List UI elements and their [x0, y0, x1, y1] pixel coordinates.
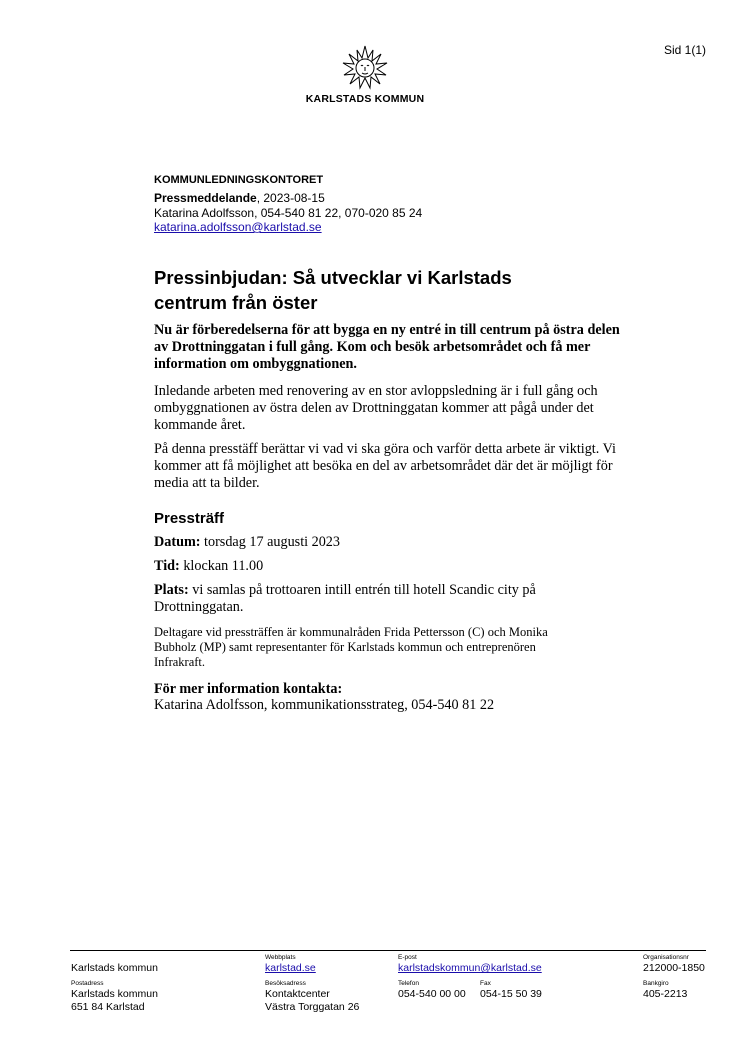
footer-visit-line1: Kontaktcenter	[265, 988, 330, 1000]
place-row	[154, 582, 624, 616]
footer-postal-label: Postadress	[71, 980, 104, 987]
footer-divider	[70, 950, 706, 951]
footer-web-link[interactable]: karlstad.se	[265, 962, 316, 974]
place-value: vi samlas på trottoaren intill entrén till hotell Scandic city på Drottninggatan.	[154, 582, 536, 615]
date-value: torsdag 17 augusti 2023	[200, 534, 340, 550]
time-value: klockan 11.00	[179, 558, 264, 574]
date-row	[154, 534, 624, 551]
sun-logo-icon	[340, 44, 390, 90]
footer-fax-value: 054-15 50 39	[480, 988, 542, 1000]
press-release-label: Pressmeddelande	[154, 191, 257, 205]
footer-org-name: Karlstads kommun	[71, 962, 158, 974]
date-label: Datum:	[154, 534, 201, 550]
more-info-contact: Katarina Adolfsson, kommunikationsstrateg, 054-540 81 22	[154, 697, 495, 713]
footer-visit-line2: Västra Torggatan 26	[265, 1001, 360, 1013]
participants-paragraph: Deltagare vid pressträffen är kommunalråden Frida Pettersson (C) och Monika Bubholz (MP) samt representanter för Karlstads kommun och entreprenören Infrakraft.	[154, 625, 548, 669]
footer-web-label: Webbplats	[265, 954, 296, 961]
contact-line: Katarina Adolfsson, 054-540 81 22, 070-020 85 24	[154, 206, 423, 220]
time-label: Tid:	[154, 558, 180, 574]
logo-wordmark: KARLSTADS KOMMUN	[305, 93, 425, 105]
body-paragraph: På denna presstäff berättar vi vad vi ska göra och varför detta arbete är viktigt. Vi kommer att få möjlighet att besöka en del av arbetsområdet där det är möjligt för media att ta bilder.	[154, 441, 616, 491]
footer-postal-line2: 651 84 Karlstad	[71, 1001, 145, 1013]
footer-postal-line1: Karlstads kommun	[71, 988, 158, 1000]
press-release-line	[154, 191, 325, 205]
time-row	[154, 558, 624, 575]
footer-phone-value: 054-540 00 00	[398, 988, 466, 1000]
contact-email-link[interactable]: katarina.adolfsson@karlstad.se	[154, 220, 322, 234]
page-number: Sid 1(1)	[663, 43, 706, 57]
department-name: KOMMUNLEDNINGSKONTORET	[154, 174, 324, 186]
footer-bank-label: Bankgiro	[643, 980, 669, 987]
section-heading: Pressträff	[154, 510, 225, 527]
footer-email-link[interactable]: karlstadskommun@karlstad.se	[398, 962, 542, 974]
lead-paragraph: Nu är förberedelserna för att bygga en ny entré in till centrum på östra delen av Drottninggatan i full gång. Kom och besök arbetsområdet och få mer information om ombyggnationen.	[154, 322, 620, 372]
page-title: Pressinbjudan: Så utvecklar vi Karlstads centrum från öster	[154, 267, 512, 313]
press-release-date: , 2023-08-15	[256, 191, 325, 205]
place-label: Plats:	[154, 582, 189, 598]
more-info-label: För mer information kontakta:	[154, 681, 343, 697]
footer-orgnr-value: 212000-1850	[643, 962, 705, 974]
footer-orgnr-label: Organisationsnr	[643, 954, 689, 961]
body-paragraph: Inledande arbeten med renovering av en stor avloppsledning är i full gång och ombyggnationen av östra delen av Drottninggatan kommer att pågå under det kommande året.	[154, 383, 598, 433]
footer-fax-label: Fax	[480, 980, 491, 987]
footer-visit-label: Besöksadress	[265, 980, 306, 987]
footer-email-label: E-post	[398, 954, 417, 961]
footer-bank-value: 405-2213	[643, 988, 688, 1000]
footer-phone-label: Telefon	[398, 980, 419, 987]
